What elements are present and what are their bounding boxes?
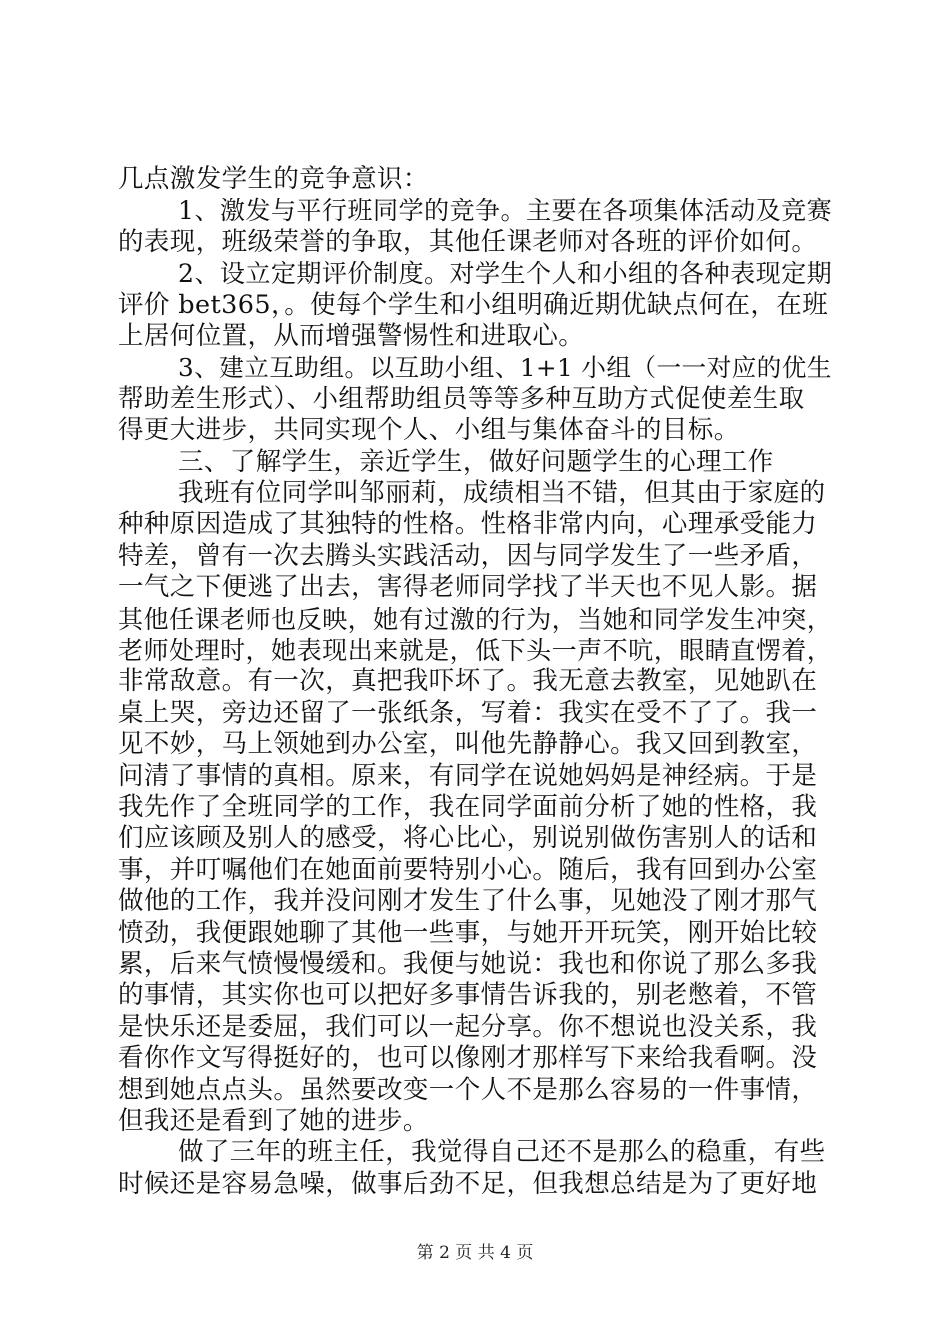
text-line: 见不妙，马上领她到办公室，叫他先静静心。我又回到教室， xyxy=(118,729,818,760)
text-line: 老师处理时，她表现出来就是，低下头一声不吭，眼睛直愣着， xyxy=(118,636,833,665)
text-line: 事，并叮嘱他们在她面前要特别小心。随后，我有回到办公室 xyxy=(118,854,818,885)
text-line: 2、设立定期评价制度。对学生个人和小组的各种表现定期 xyxy=(178,259,833,289)
text-line: 种种原因造成了其独特的性格。性格非常内向，心理承受能力 xyxy=(118,509,818,540)
text-line: 但我还是看到了她的进步。 xyxy=(118,1106,429,1136)
text-line: 帮助差生形式）、小组帮助组员等等多种互助方式促使差生取 xyxy=(118,383,805,414)
text-line: 累，后来气愤慢慢缓和。我便与她说：我也和你说了那么多我 xyxy=(118,949,818,979)
text-line: 我先作了全班同学的工作，我在同学面前分析了她的性格，我 xyxy=(118,792,818,822)
text-line: 桌上哭，旁边还留了一张纸条，写着：我实在受不了了。我一 xyxy=(118,697,818,728)
text-line: 看你作文写得挺好的，也可以像刚才那样写下来给我看啊。没 xyxy=(118,1043,818,1074)
text-line: 非常敌意。有一次，真把我吓坏了。我无意去教室，见她趴在 xyxy=(118,666,818,697)
text-line: 评价 bet365，。使每个学生和小组明确近期优缺点何在，在班 xyxy=(118,289,829,320)
text-line: 是快乐还是委屈，我们可以一起分享。你不想说也没关系，我 xyxy=(118,1011,818,1042)
text-line: 我班有位同学叫邹丽莉，成绩相当不错，但其由于家庭的 xyxy=(178,478,826,508)
text-line: 1、激发与平行班同学的竞争。主要在各项集体活动及竞赛 xyxy=(178,196,833,226)
page-footer: 第 2 页 共 4 页 xyxy=(416,1243,534,1263)
text-line: 得更大进步，共同实现个人、小组与集体奋斗的目标。 xyxy=(118,415,740,446)
text-line: 愤劲，我便跟她聊了其他一些事，与她开开玩笑，刚开始比较 xyxy=(118,917,818,948)
text-line: 3、建立互助组。以互助小组、1+1 小组（一一对应的优生 xyxy=(178,353,832,383)
text-line: 们应该顾及别人的感受，将心比心，别说别做伤害别人的话和 xyxy=(118,823,818,854)
text-line: 上居何位置，从而增强警惕性和进取心。 xyxy=(118,321,585,351)
text-line: 做了三年的班主任，我觉得自己还不是那么的稳重，有些 xyxy=(178,1137,826,1168)
text-line: 想到她点点头。虽然要改变一个人不是那么容易的一件事情， xyxy=(118,1074,818,1105)
text-line: 的事情，其实你也可以把好多事情告诉我的，别老憋着，不管 xyxy=(118,980,818,1011)
section-heading: 三、了解学生，亲近学生，做好问题学生的心理工作 xyxy=(178,446,774,477)
text-line: 的表现，班级荣誉的争取，其他任课老师对各班的评价如何。 xyxy=(118,226,818,257)
text-line: 其他任课老师也反映，她有过激的行为，当她和同学发生冲突， xyxy=(118,604,833,634)
text-line: 一气之下便逃了出去，害得老师同学找了半天也不见人影。据 xyxy=(118,572,818,603)
text-line: 做他的工作，我并没问刚才发生了什么事，见她没了刚才那气 xyxy=(118,886,818,917)
text-line: 特差，曾有一次去腾头实践活动，因与同学发生了一些矛盾， xyxy=(118,540,818,571)
text-line: 几点激发学生的竞争意识： xyxy=(118,164,429,194)
text-line: 时候还是容易急噪，做事后劲不足，但我想总结是为了更好地 xyxy=(118,1168,818,1199)
text-line: 问清了事情的真相。原来，有同学在说她妈妈是神经病。于是 xyxy=(118,760,818,791)
